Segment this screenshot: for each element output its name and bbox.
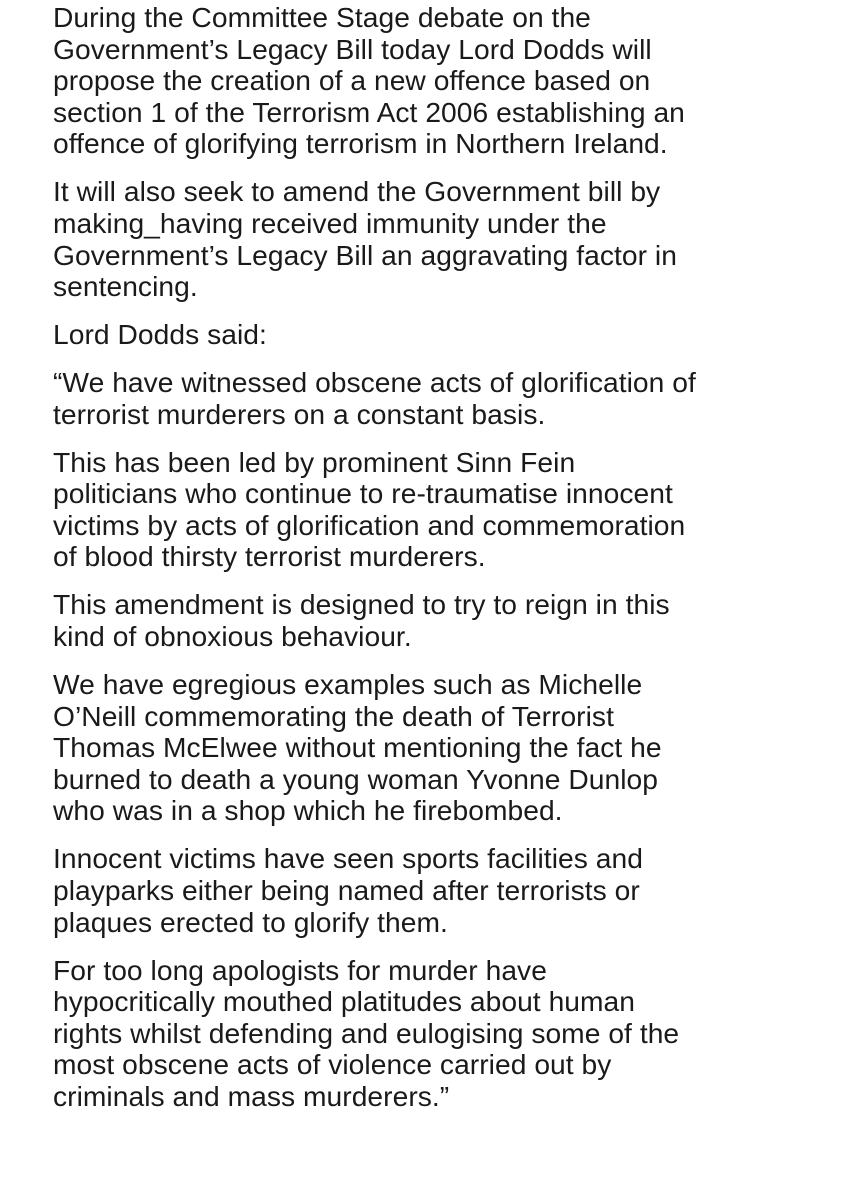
paragraph-quote-examples: We have egregious examples such as Michelle O’Neill commemorating the death of Terrorist Thomas McElwee without mentioning the fact he burned to death a young woman Yvonne Dunlop who was in a shop which he firebombed. (53, 668, 662, 827)
paragraph-quote-victims: Innocent victims have seen sports facilities and playparks either being named after terrorists or plaques erected to glorify them. (53, 842, 643, 938)
paragraph-quote-apologists: For too long apologists for murder have hypocritically mouthed platitudes about human rights whilst defending and eulogising some of the most obscene acts of violence carried out by criminals and mass murderers.” (53, 953, 680, 1112)
paragraph-quote-obscene-acts: “We have witnessed obscene acts of glorification of terrorist murderers on a constant basis. (53, 366, 696, 430)
paragraph-lord-dodds-said: Lord Dodds said: (53, 318, 267, 351)
paragraph-quote-sinn-fein: This has been led by prominent Sinn Fein politicians who continue to re-traumatise innocent victims by acts of glorification and commemoration of blood thirsty terrorist murderers. (53, 445, 686, 573)
document-body (53, 2, 823, 1113)
paragraph-committee-stage: During the Committee Stage debate on the Government’s Legacy Bill today Lord Dodds will propose the creation of a new offence based on section 1 of the Terrorism Act 2006 establishing an offence of glorifying terrorism in Northern Ireland. (53, 1, 685, 160)
paragraph-quote-amendment: This amendment is designed to try to reign in this kind of obnoxious behaviour. (53, 588, 670, 653)
paragraph-amend-bill: It will also seek to amend the Government bill by making_having received immunity under the Government’s Legacy Bill an aggravating factor in sentencing. (53, 175, 677, 303)
